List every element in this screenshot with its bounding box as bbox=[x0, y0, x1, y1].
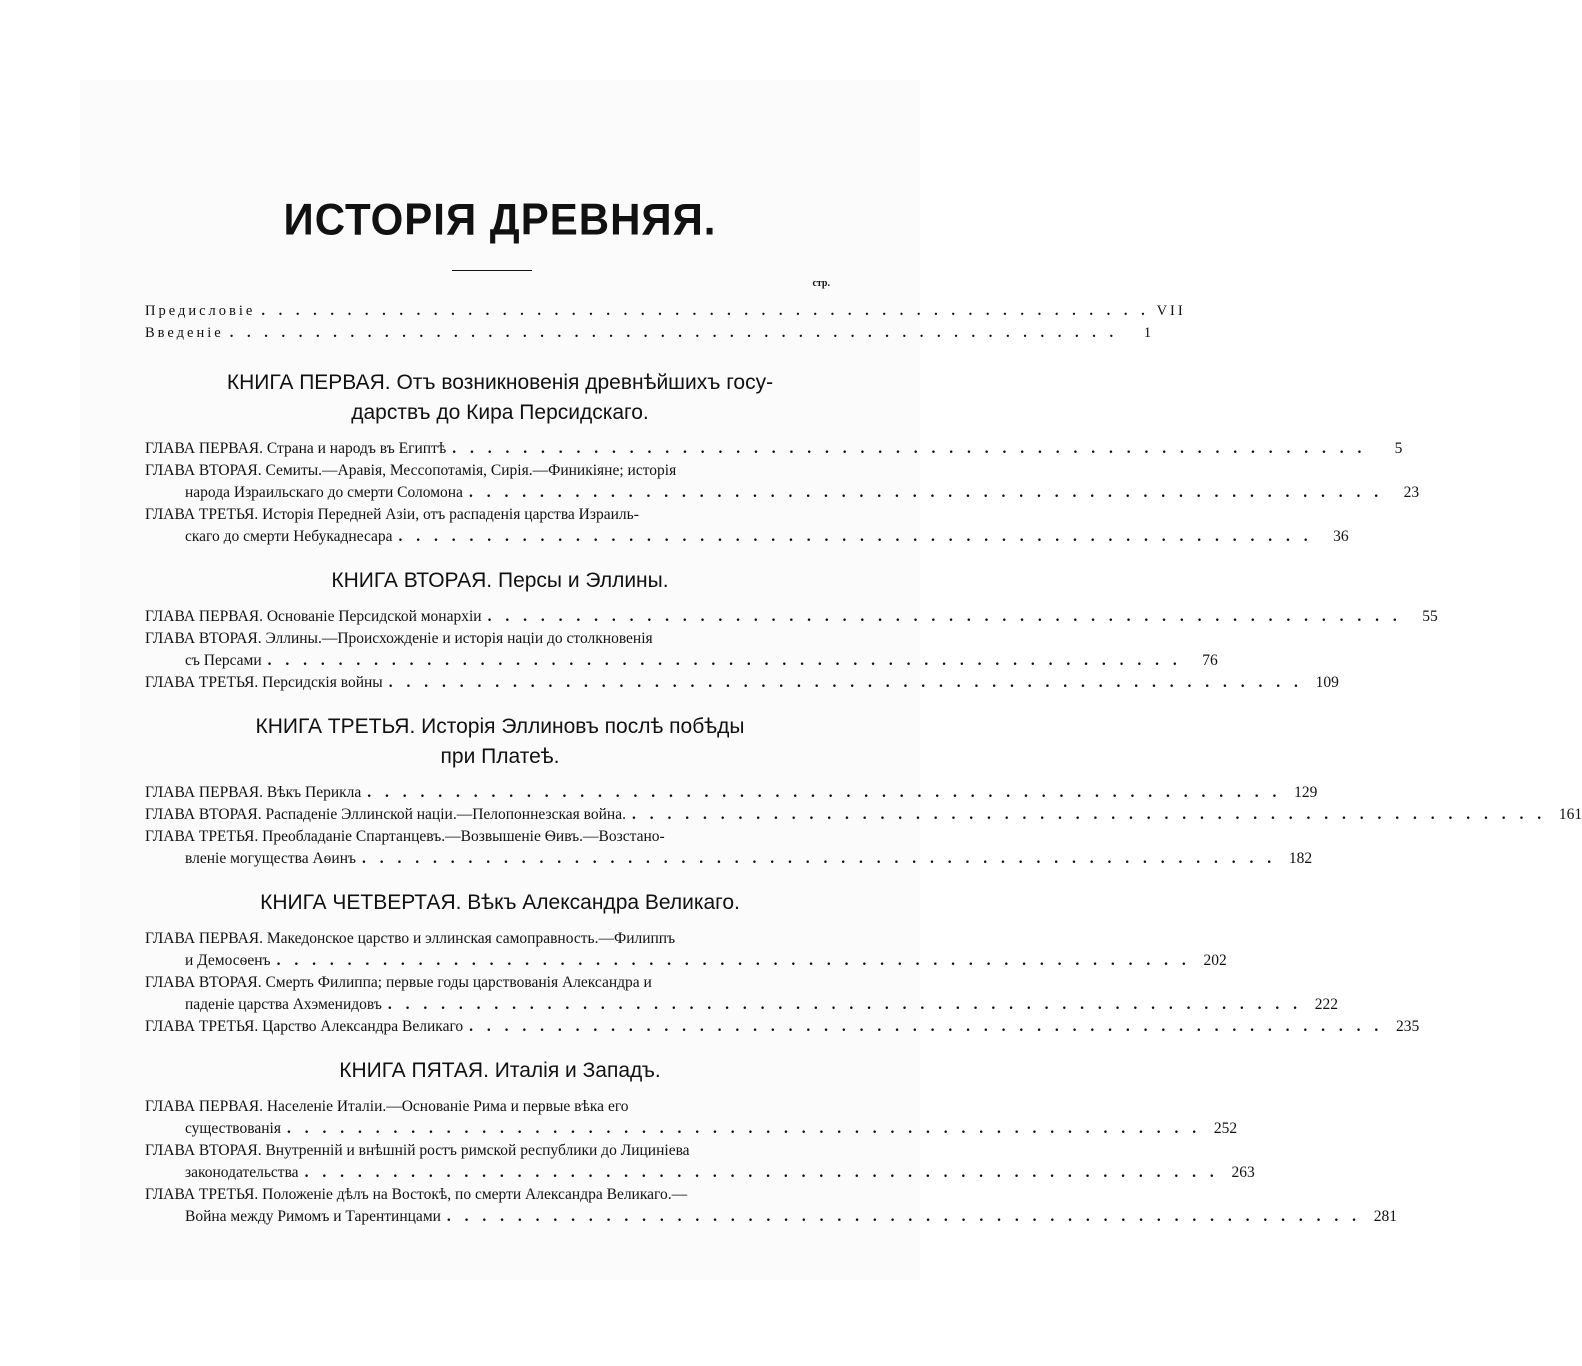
chapter-entry bbox=[145, 1096, 1238, 1140]
entry-line bbox=[145, 628, 830, 650]
page-number: 182 bbox=[1288, 850, 1313, 867]
book-heading-line: дарствъ до Кира Персидскаго. bbox=[351, 401, 649, 424]
book-heading-line: КНИГА ПЯТАЯ. Италiя и Западъ. bbox=[339, 1059, 661, 1082]
entry-line bbox=[145, 928, 830, 950]
entry-line bbox=[145, 804, 1582, 826]
book-heading bbox=[150, 566, 850, 596]
page-number: 235 bbox=[1396, 1018, 1420, 1035]
entry-text: ГЛАВА ТРЕТЬЯ. Персидскiя войны bbox=[145, 674, 383, 691]
entry-text: Предисловiе bbox=[145, 303, 256, 319]
leader-dots: . . . . . . . . . . . . . . . . . . . . . . . . . . . . . . . . . . . . . . . . . . . . . . . . . . . . bbox=[398, 528, 1313, 545]
leader-dots: . . . . . . . . . . . . . . . . . . . . . . . . . . . . . . . . . . . . . . . . . . . . . . . . . . . . bbox=[468, 484, 1384, 501]
entry-line bbox=[145, 972, 830, 994]
entry-text: ГЛАВА ПЕРВАЯ. Основанiе Персидской монархiи bbox=[145, 608, 482, 625]
entry-text: ГЛАВА ПЕРВАЯ. Македонское царство и эллинская самоправность.—Филиппъ bbox=[145, 930, 676, 947]
book-heading-line: при Платеѣ. bbox=[440, 745, 560, 768]
entry-text: ГЛАВА ТРЕТЬЯ. Положенiе дѣлъ на Востокѣ, по смерти Александра Великаго.— bbox=[145, 1186, 688, 1203]
chapter-entry bbox=[145, 672, 1339, 694]
page-number: 202 bbox=[1203, 952, 1227, 969]
entry-line bbox=[145, 782, 1318, 804]
leader-dots: . . . . . . . . . . . . . . . . . . . . . . . . . . . . . . . . . . . . . . . . . . . . . . . . . . . . bbox=[229, 325, 1119, 341]
entry-line bbox=[145, 438, 1403, 460]
leader-dots: . . . . . . . . . . . . . . . . . . . . . . . . . . . . . . . . . . . . . . . . . . . . . . . . . . . . bbox=[446, 1208, 1362, 1225]
book-heading-line: КНИГА ТРЕТЬЯ. Исторiя Эллиновъ послѣ побѣды bbox=[255, 715, 745, 738]
chapter-entry bbox=[145, 782, 1318, 804]
entry-line bbox=[145, 1096, 830, 1118]
leader-dots: . . . . . . . . . . . . . . . . . . . . . . . . . . . . . . . . . . . . . . . . . . . . . . . . . . . . bbox=[388, 674, 1303, 691]
entry-line bbox=[145, 322, 1155, 344]
entry-text: ГЛАВА ВТОРАЯ. Смерть Филиппа; первые годы царствованiя Александра и bbox=[145, 974, 652, 991]
leader-dots: . . . . . . . . . . . . . . . . . . . . . . . . . . . . . . . . . . . . . . . . . . . . . . . . . . . . bbox=[304, 1164, 1219, 1181]
entry-text: ГЛАВА ТРЕТЬЯ. Исторiя Передней Азiи, отъ распаденiя царства Израиль- bbox=[145, 506, 639, 523]
entry-line bbox=[145, 504, 830, 526]
leader-dots: . . . . . . . . . . . . . . . . . . . . . . . . . . . . . . . . . . . . . . . . . . . . . . . . . . . . bbox=[276, 952, 1191, 969]
page-number: 263 bbox=[1231, 1164, 1255, 1181]
book-heading bbox=[150, 712, 850, 772]
chapter-entry bbox=[145, 628, 1218, 672]
entry-text: ГЛАВА ПЕРВАЯ. Вѣкъ Перикла bbox=[145, 784, 362, 801]
entry-text: скаго до смерти Небукаднесара bbox=[185, 528, 393, 545]
entry-line bbox=[145, 1162, 1255, 1184]
chapter-entry bbox=[145, 826, 1313, 870]
entry-line bbox=[145, 1140, 830, 1162]
book-heading bbox=[150, 368, 850, 428]
entry-text: ГЛАВА ВТОРАЯ. Распаденiе Эллинской нацiи.—Пелопоннезская война. bbox=[145, 806, 626, 823]
entry-text: вленiе могущества Аѳинъ bbox=[185, 850, 357, 867]
entry-text: существованiя bbox=[185, 1120, 281, 1137]
leader-dots: . . . . . . . . . . . . . . . . . . . . . . . . . . . . . . . . . . . . . . . . . . . . . . . . . . . . bbox=[367, 784, 1282, 801]
page-number: 109 bbox=[1315, 674, 1339, 691]
book-heading-line: КНИГА ВТОРАЯ. Персы и Эллины. bbox=[331, 569, 669, 592]
entry-line bbox=[145, 672, 1339, 694]
page-number: 252 bbox=[1213, 1120, 1238, 1137]
page-number: 161 bbox=[1558, 806, 1582, 823]
page-number: 76 bbox=[1202, 652, 1218, 669]
entry-line bbox=[145, 848, 1313, 870]
chapter-entry bbox=[145, 1016, 1420, 1038]
page-column-label: стр. bbox=[812, 278, 830, 289]
entry-text: ГЛАВА ТРЕТЬЯ. Царство Александра Великаго bbox=[145, 1018, 464, 1035]
leader-dots: . . . . . . . . . . . . . . . . . . . . . . . . . . . . . . . . . . . . . . . . . . . . . . . . . . . . bbox=[452, 440, 1367, 457]
entry-text: ГЛАВА ВТОРАЯ. Эллины.—Происхожденiе и исторiя нацiи до столкновенiя bbox=[145, 630, 653, 647]
entry-text: ГЛАВА ВТОРАЯ. Внутреннiй и внѣшнiй ростъ римской республики до Лицинiева bbox=[145, 1142, 690, 1159]
chapter-entry bbox=[145, 1140, 1255, 1184]
leader-dots: . . . . . . . . . . . . . . . . . . . . . . . . . . . . . . . . . . . . . . . . . . . . . . . . . . . . bbox=[487, 608, 1402, 625]
book-heading bbox=[150, 1056, 850, 1086]
entry-line bbox=[145, 650, 1218, 672]
title-rule bbox=[452, 270, 532, 271]
front-entry-introduction bbox=[145, 322, 1155, 344]
entry-line bbox=[145, 606, 1438, 628]
chapter-entry bbox=[145, 804, 1582, 826]
page-title: ИСТОРIЯ ДРЕВНЯЯ. bbox=[283, 194, 717, 245]
entry-line bbox=[145, 460, 830, 482]
entry-text: Война между Римомъ и Тарентинцами bbox=[185, 1208, 441, 1225]
page-number: VII bbox=[1156, 303, 1186, 319]
page-number: 36 bbox=[1333, 528, 1349, 545]
entry-line bbox=[145, 526, 1349, 548]
page-number: 1 bbox=[1143, 325, 1155, 341]
leader-dots: . . . . . . . . . . . . . . . . . . . . . . . . . . . . . . . . . . . . . . . . . . . . . . . . . . . . bbox=[469, 1018, 1384, 1035]
page-number: 222 bbox=[1314, 996, 1338, 1013]
entry-line bbox=[145, 482, 1420, 504]
page-number: 23 bbox=[1403, 484, 1420, 501]
book-heading-line: КНИГА ЧЕТВЕРТАЯ. Вѣкъ Александра Великаго. bbox=[260, 891, 740, 914]
page-number: 281 bbox=[1373, 1208, 1398, 1225]
entry-text: ГЛАВА ТРЕТЬЯ. Преобладанiе Спартанцевъ.—Возвышенiе Ѳивъ.—Возстано- bbox=[145, 828, 665, 845]
leader-dots: . . . . . . . . . . . . . . . . . . . . . . . . . . . . . . . . . . . . . . . . . . . . . . . . . . . . bbox=[261, 303, 1150, 319]
entry-text: Введенiе bbox=[145, 325, 224, 341]
leader-dots: . . . . . . . . . . . . . . . . . . . . . . . . . . . . . . . . . . . . . . . . . . . . . . . . . . . . bbox=[631, 806, 1547, 823]
book-heading bbox=[150, 888, 850, 918]
page-number: 5 bbox=[1394, 440, 1403, 457]
leader-dots: . . . . . . . . . . . . . . . . . . . . . . . . . . . . . . . . . . . . . . . . . . . . . . . . . . . . bbox=[267, 652, 1182, 669]
chapter-entry bbox=[145, 460, 1420, 504]
page-number: 55 bbox=[1422, 608, 1438, 625]
entry-line bbox=[145, 1206, 1398, 1228]
leader-dots: . . . . . . . . . . . . . . . . . . . . . . . . . . . . . . . . . . . . . . . . . . . . . . . . . . . . bbox=[387, 996, 1302, 1013]
page-number: 129 bbox=[1294, 784, 1318, 801]
entry-text: съ Персами bbox=[185, 652, 262, 669]
entry-text: ГЛАВА ПЕРВАЯ. Населенiе Италiи.—Основанiе Рима и первые вѣка его bbox=[145, 1098, 629, 1115]
entry-line bbox=[145, 1016, 1420, 1038]
front-entry-preface bbox=[145, 300, 1186, 322]
leader-dots: . . . . . . . . . . . . . . . . . . . . . . . . . . . . . . . . . . . . . . . . . . . . . . . . . . . . bbox=[286, 1120, 1202, 1137]
entry-text: ГЛАВА ПЕРВАЯ. Страна и народъ въ Египтѣ bbox=[145, 440, 447, 457]
chapter-entry bbox=[145, 928, 1227, 972]
chapter-entry bbox=[145, 606, 1438, 628]
entry-line bbox=[145, 994, 1338, 1016]
entry-line bbox=[145, 1184, 830, 1206]
entry-line bbox=[145, 1118, 1238, 1140]
entry-text: паденiе царства Ахэменидовъ bbox=[185, 996, 382, 1013]
chapter-entry bbox=[145, 972, 1338, 1016]
entry-text: ГЛАВА ВТОРАЯ. Семиты.—Аравiя, Мессопотамiя, Сирiя.—Финикiяне; исторiя bbox=[145, 462, 677, 479]
chapter-entry bbox=[145, 438, 1403, 460]
chapter-entry bbox=[145, 1184, 1398, 1228]
entry-line bbox=[145, 950, 1227, 972]
leader-dots: . . . . . . . . . . . . . . . . . . . . . . . . . . . . . . . . . . . . . . . . . . . . . . . . . . . . bbox=[362, 850, 1277, 867]
entry-text: и Демосѳенъ bbox=[185, 952, 271, 969]
book-heading-line: КНИГА ПЕРВАЯ. Отъ возникновенiя древнѣйшихъ госу- bbox=[226, 371, 774, 394]
entry-text: законодательства bbox=[185, 1164, 299, 1181]
chapter-entry bbox=[145, 504, 1349, 548]
entry-line bbox=[145, 300, 1186, 322]
entry-line bbox=[145, 826, 830, 848]
entry-text: народа Израильскаго до смерти Соломона bbox=[185, 484, 463, 501]
